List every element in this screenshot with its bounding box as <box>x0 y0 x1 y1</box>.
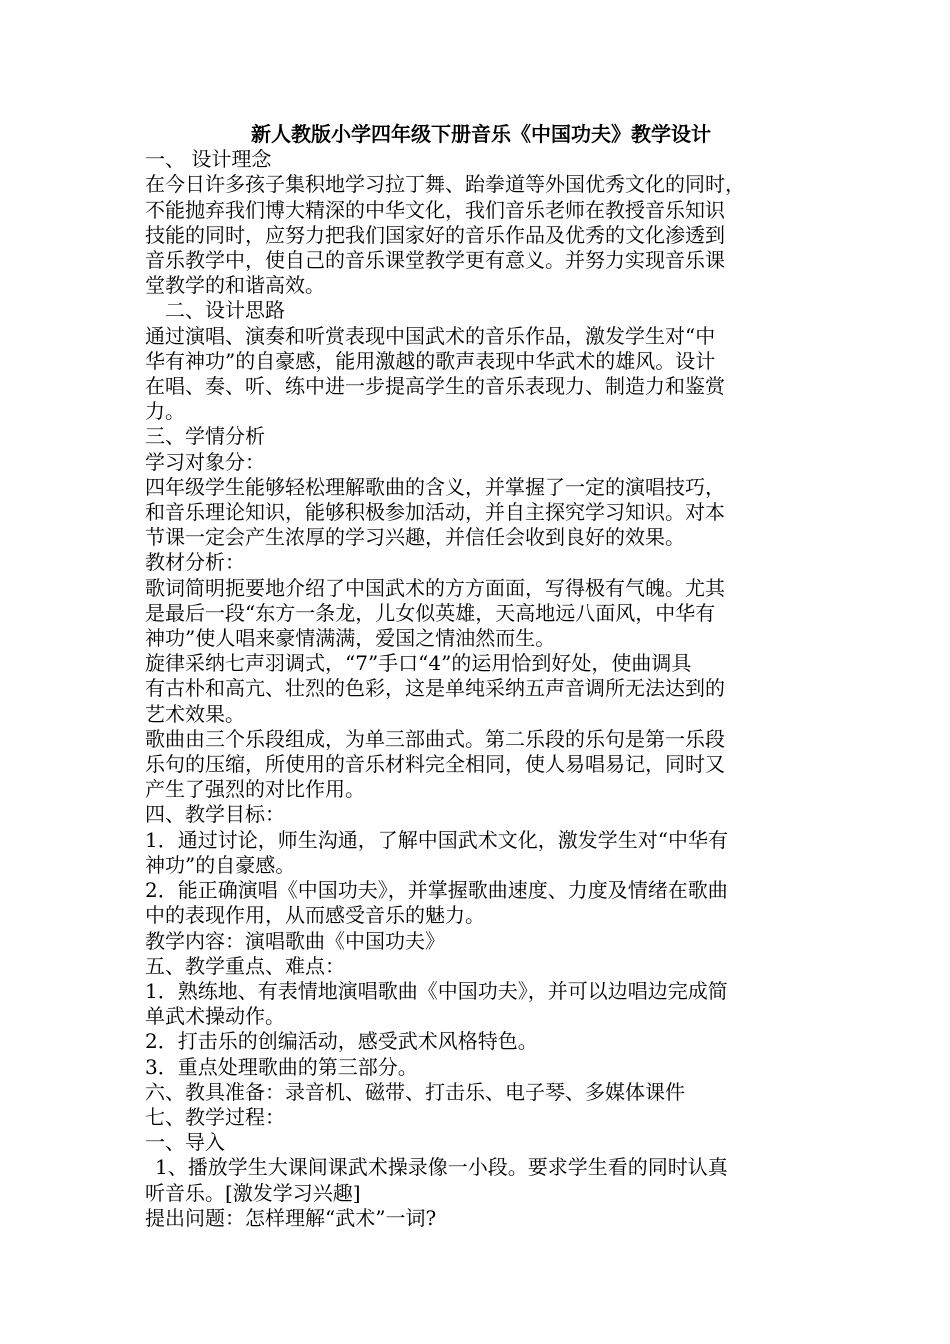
text-line: 堂教学的和谐高效。 <box>145 273 325 298</box>
text-line: 乐句的压缩，所使用的音乐材料完全相同，使人易唱易记，同时又 <box>145 752 725 777</box>
text-line: 学习对象分： <box>145 449 265 474</box>
text-line: 旋律采纳七声羽调式，“7”手口“4”的运用恰到好处，使曲调具 <box>145 651 692 676</box>
text-line: 3．重点处理歌曲的第三部分。 <box>145 1054 418 1079</box>
text-line: 单武术操动作。 <box>145 1004 285 1029</box>
text-line: 在唱、奏、听、练中进一步提高学生的音乐表现力、制造力和鉴赏 <box>145 374 725 399</box>
text-line: 音乐教学中，使自己的音乐课堂教学更有意义。并努力实现音乐课 <box>145 248 725 273</box>
document-title: 新人教版小学四年级下册音乐《中国功夫》教学设计 <box>251 122 711 146</box>
text-line: 三、学情分析 <box>145 424 265 449</box>
text-line: 神功”使人唱来豪情满满，爱国之情油然而生。 <box>145 626 556 651</box>
text-line: 歌词简明扼要地介绍了中国武术的方方面面，写得极有气魄。尤其 <box>145 575 725 600</box>
text-line: 艺术效果。 <box>145 701 245 726</box>
text-line: 不能抛弃我们博大精深的中华文化，我们音乐老师在教授音乐知识 <box>145 197 725 222</box>
text-line: 四年级学生能够轻松理解歌曲的含义，并掌握了一定的演唱技巧， <box>145 474 725 499</box>
text-line: 力。 <box>145 399 185 424</box>
text-line: 二、设计思路 <box>165 298 285 323</box>
text-line: 产生了强烈的对比作用。 <box>145 777 365 802</box>
text-line: 有古朴和高亢、壮烈的色彩，这是单纯采纳五声音调所无法达到的 <box>145 676 725 701</box>
text-line: 神功”的自豪感。 <box>145 852 296 877</box>
text-line: 1、播放学生大课间课武术操录像一小段。要求学生看的同时认真 <box>155 1155 728 1180</box>
text-line: 提出问题：怎样理解“武术”一词? <box>145 1205 437 1230</box>
text-line: 通过演唱、演奏和听赏表现中国武术的音乐作品，激发学生对“中 <box>145 323 716 348</box>
text-line: 四、教学目标： <box>145 802 285 827</box>
text-line: 歌曲由三个乐段组成，为单三部曲式。第二乐段的乐句是第一乐段 <box>145 726 725 751</box>
text-line: 教材分析： <box>145 550 245 575</box>
text-line: 六、教具准备：录音机、磁带、打击乐、电子琴、多媒体课件 <box>145 1079 685 1104</box>
text-line: 和音乐理论知识，能够积极参加活动，并自主探究学习知识。对本 <box>145 500 725 525</box>
text-line: 2．打击乐的创编活动，感受武术风格特色。 <box>145 1029 538 1054</box>
text-line: 1．通过讨论，师生沟通，了解中国武术文化，激发学生对“中华有 <box>145 827 728 852</box>
text-line: 中的表现作用，从而感受音乐的魅力。 <box>145 903 485 928</box>
document-body <box>145 122 817 1231</box>
text-line: 华有神功”的自豪感，能用激越的歌声表现中华武术的雄风。设计 <box>145 348 716 373</box>
text-line: 听音乐。[激发学习兴趣] <box>145 1180 361 1205</box>
text-line: 在今日许多孩子集积地学习拉丁舞、跆拳道等外国优秀文化的同时， <box>145 172 745 197</box>
text-line: 是最后一段“东方一条龙，儿女似英雄，天高地远八面风，中华有 <box>145 600 716 625</box>
text-line: 2．能正确演唱《中国功夫》，并掌握歌曲速度、力度及情绪在歌曲 <box>145 878 728 903</box>
text-line: 技能的同时，应努力把我们国家好的音乐作品及优秀的文化渗透到 <box>145 222 725 247</box>
text-line: 七、教学过程： <box>145 1104 285 1129</box>
text-line: 五、教学重点、难点： <box>145 953 345 978</box>
text-line: 一、导入 <box>145 1130 225 1155</box>
text-line: 1．熟练地、有表情地演唱歌曲《中国功夫》，并可以边唱边完成简 <box>145 978 728 1003</box>
text-line: 一、 设计理念 <box>145 147 272 172</box>
text-line: 教学内容：演唱歌曲《中国功夫》 <box>145 928 445 953</box>
text-line: 节课一定会产生浓厚的学习兴趣，并信任会收到良好的效果。 <box>145 525 685 550</box>
